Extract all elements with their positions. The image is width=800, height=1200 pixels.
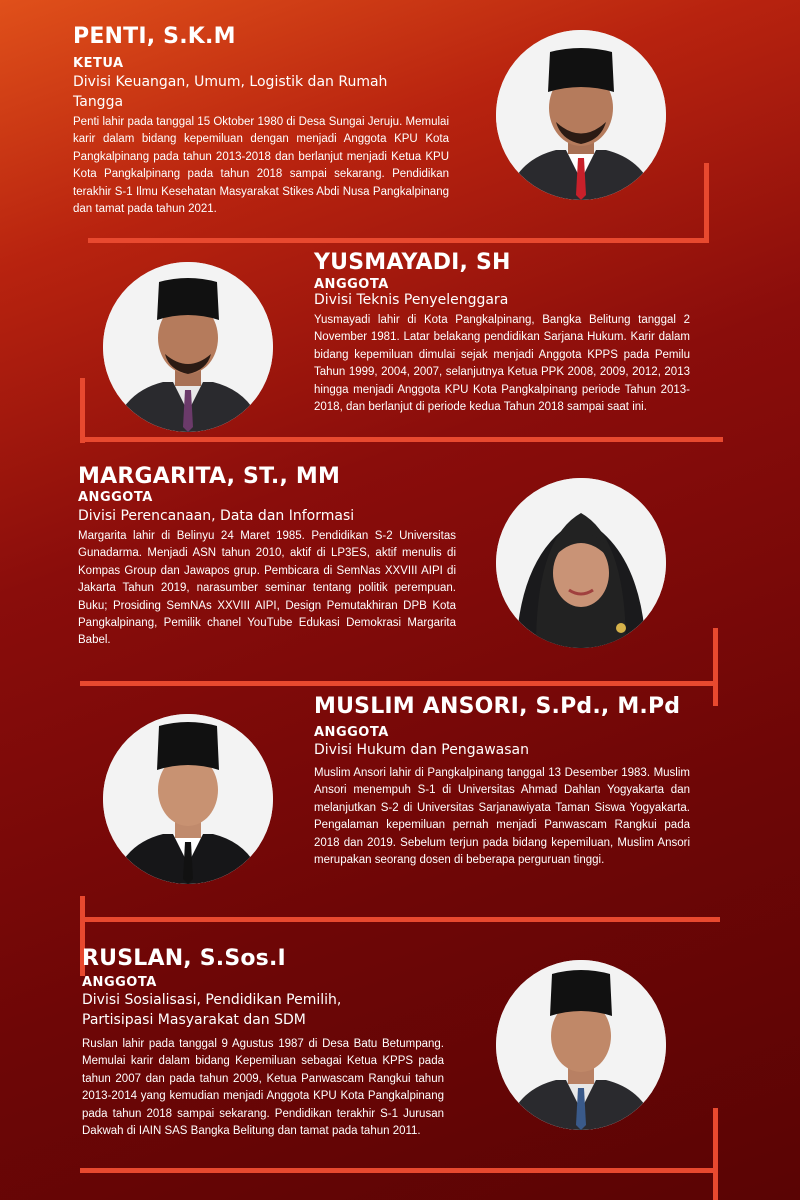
divider-line <box>85 917 720 922</box>
divider-line <box>80 1168 718 1173</box>
member-photo <box>496 960 666 1130</box>
member-role: ANGGOTA <box>82 975 157 990</box>
member-photo <box>496 478 666 648</box>
divider-line <box>88 238 709 243</box>
member-bio: Penti lahir pada tanggal 15 Oktober 1980 di Desa Sungai Jeruju. Memulai karir dalam bidang kepemiluan dengan menjadi Anggota KPU Kota Pangkalpinang pada tahun 2013-2018 dan berlanjut menjadi Ketua KPU Kota Pangkalpinang pada tahun 2018 sampai sekarang. Pendidikan terakhir S-1 Ilmu Kesehatan Masyarakat Stikes Abdi Nusa Pangkalpinang dan tamat pada tahun 2021. <box>73 116 449 216</box>
member-photo <box>103 262 273 432</box>
member-bio: Yusmayadi lahir di Kota Pangkalpinang, Bangka Belitung tanggal 2 November 1981. Latar belakang pendidikan Sarjana Hukum. Karir dalam bidang kepemiluan dimulai sejak menjadi Anggota KPPS pada Pemilu Tahun 1999, 2004, 2007, selanjutnya Ketua PPK 2008, 2009, 2012, 2013 hingga menjadi Anggota KPU Kota Pangkalpinang periode Tahun 2013-2018, dan berlanjut di periode kedua Tahun 2018 sampai saat ini. <box>314 314 690 414</box>
member-division: Divisi Sosialisasi, Pendidikan Pemilih, Partisipasi Masyarakat dan SDM <box>82 992 342 1028</box>
member-role: ANGGOTA <box>314 725 389 740</box>
divider-line <box>85 437 723 442</box>
member-division: Divisi Teknis Penyelenggara <box>314 292 509 308</box>
connector-vertical <box>713 1108 718 1200</box>
member-division: Divisi Keuangan, Umum, Logistik dan Rumah Tangga <box>73 74 388 110</box>
connector-vertical <box>80 378 85 443</box>
member-name: PENTI, S.K.M <box>73 24 236 49</box>
member-role: ANGGOTA <box>78 490 153 505</box>
member-role: KETUA <box>73 56 124 71</box>
connector-vertical <box>704 163 709 241</box>
member-bio: Margarita lahir di Belinyu 24 Maret 1985. Pendidikan S-2 Universitas Gunadarma. Menjadi ASN tahun 2010, aktif di LP3ES, aktif menulis di Kompas Group dan Jawapos grup. Pembicara di SemNas XXVIII AIPI di Jakarta Tahun 2019, narasumber seminar tentang politik perempuan. Buku; Prosiding SemNAs XXVIII AIPI, Design Pemutakhiran DPB Kota Pangkalpinang, Pemilik chanel YouTube Edukasi Demokrasi Margarita Babel. <box>78 530 456 647</box>
member-photo <box>103 714 273 884</box>
member-name: MUSLIM ANSORI, S.Pd., M.Pd <box>314 694 681 719</box>
member-name: RUSLAN, S.Sos.I <box>82 946 286 971</box>
member-bio: Ruslan lahir pada tanggal 9 Agustus 1987 di Desa Batu Betumpang. Memulai karir dalam bidang Kepemiluan sebagai Ketua KPPS pada tahun 2007 dan pada tahun 2009, Ketua Panwascam Rangkui tahun 2013-2014 yang kemudian menjadi Anggota KPU Kota Pangkalpinang pada tahun 2018 sampai sekarang. Pendidikan terakhir S-1 Jurusan Dakwah di IAIN SAS Bangka Belitung dan tamat pada tahun 2011. <box>82 1038 444 1138</box>
member-bio: Muslim Ansori lahir di Pangkalpinang tanggal 13 Desember 1983. Muslim Ansori menempuh S-1 di Universitas Ahmad Dahlan Yogyakarta dan melanjutkan S-2 di Universitas Sarjanawiyata Taman Siswa Yogyakarta. Pengalaman kepemiluan pernah menjadi Panwascam Rangkui pada 2018 dan 2019. Sebelum terjun pada bidang kepemiluan, Muslim Ansori merupakan seorang dosen di beberapa perguruan tinggi. <box>314 767 690 867</box>
member-division: Divisi Hukum dan Pengawasan <box>314 742 529 758</box>
member-name: MARGARITA, ST., MM <box>78 464 341 489</box>
connector-vertical <box>713 628 718 706</box>
member-name: YUSMAYADI, SH <box>314 250 511 275</box>
member-photo <box>496 30 666 200</box>
divider-line <box>80 681 716 686</box>
member-division: Divisi Perencanaan, Data dan Informasi <box>78 508 355 524</box>
member-role: ANGGOTA <box>314 277 389 292</box>
